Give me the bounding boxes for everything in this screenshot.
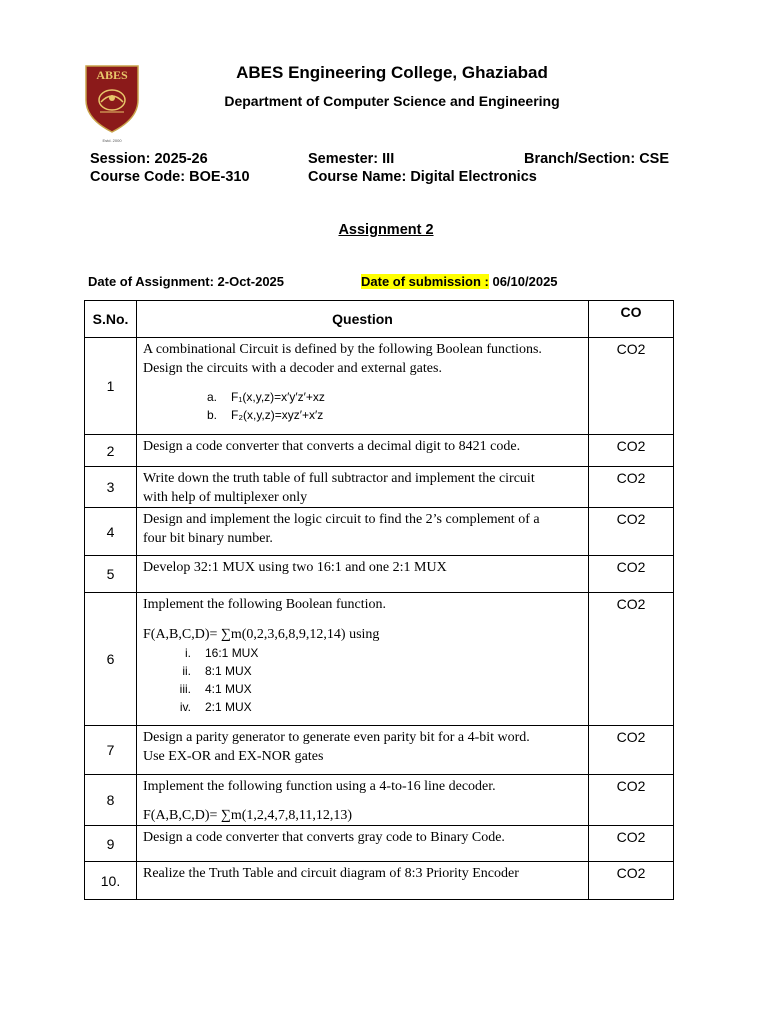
row-sno: 7 [85, 726, 137, 775]
question-line: Design a parity generator to generate even parity bit for a 4-bit word. [143, 730, 530, 745]
question-line: Realize the Truth Table and circuit diagram of 8:3 Priority Encoder [143, 866, 519, 881]
submission-value: 06/10/2025 [488, 274, 558, 289]
question-line: four bit binary number. [143, 531, 273, 546]
logo-text: ABES [96, 68, 128, 82]
header-question: Question [137, 301, 589, 338]
table-row [85, 775, 674, 826]
table-row [85, 826, 674, 862]
assignment-title-wrap [0, 222, 768, 238]
sub-marker: ii. [182, 664, 191, 678]
question-line: Write down the truth table of full subtractor and implement the circuit [143, 471, 535, 486]
question-line: Design and implement the logic circuit to find the 2’s complement of a [143, 512, 540, 527]
row-question [137, 826, 589, 862]
sub-marker: i. [185, 646, 191, 660]
branch-section: Branch/Section: CSE [524, 151, 670, 167]
sub-text: F₁(x,y,z)=x′y′z′+xz [231, 390, 325, 404]
question-line: Use EX-OR and EX-NOR gates [143, 749, 324, 764]
row-sno: 1 [85, 338, 137, 435]
date-of-assignment: Date of Assignment: 2-Oct-2025 [88, 274, 285, 289]
assignment-title: Assignment 2 [338, 222, 434, 238]
department-name: Department of Computer Science and Engineering [224, 93, 560, 109]
header-sno: S.No. [85, 301, 137, 338]
sub-marker: b. [206, 408, 217, 422]
table-row [85, 593, 674, 726]
table-header-row [85, 301, 674, 338]
row-sno: 5 [85, 556, 137, 593]
sub-text: F₂(x,y,z)=xyz′+x′z [231, 408, 324, 422]
sub-list [169, 644, 582, 716]
sub-list-item [195, 406, 582, 424]
course-code: Course Code: BOE-310 [90, 169, 250, 185]
row-co: CO2 [589, 435, 674, 467]
date-of-submission [361, 274, 558, 289]
row-question [137, 508, 589, 556]
course-name: Course Name: Digital Electronics [308, 169, 537, 185]
row-sno: 8 [85, 775, 137, 826]
header-co: CO [589, 301, 674, 338]
submission-label: Date of submission : [361, 274, 489, 289]
question-line: with help of multiplexer only [143, 490, 308, 505]
row-sno: 4 [85, 508, 137, 556]
sub-text: 4:1 MUX [205, 682, 252, 696]
row-co: CO2 [589, 508, 674, 556]
sub-list-item [169, 680, 582, 698]
question-line: Design the circuits with a decoder and external gates. [143, 361, 442, 376]
sub-list-item [169, 662, 582, 680]
sub-marker: iii. [179, 682, 191, 696]
row-co: CO2 [589, 726, 674, 775]
row-co: CO2 [589, 338, 674, 435]
table-row [85, 338, 674, 435]
question-line: F(A,B,C,D)= ∑m(1,2,4,7,8,11,12,13) [143, 808, 353, 823]
table-row [85, 467, 674, 508]
row-question [137, 726, 589, 775]
sub-text: 16:1 MUX [205, 646, 259, 660]
sub-text: 8:1 MUX [205, 664, 252, 678]
row-question [137, 593, 589, 726]
row-sno: 6 [85, 593, 137, 726]
row-sno: 2 [85, 435, 137, 467]
question-line: A combinational Circuit is defined by the following Boolean functions. [143, 342, 542, 357]
row-co: CO2 [589, 467, 674, 508]
sub-list [195, 388, 582, 424]
row-question [137, 775, 589, 826]
college-name: ABES Engineering College, Ghaziabad [236, 63, 548, 82]
question-line: Implement the following Boolean function. [143, 597, 387, 612]
question-line: F(A,B,C,D)= ∑m(0,2,3,6,8,9,12,14) using [143, 627, 380, 642]
table-row [85, 435, 674, 467]
table-row [85, 508, 674, 556]
question-line: Implement the following function using a 4-to-16 line decoder. [143, 779, 496, 794]
row-question [137, 338, 589, 435]
sub-text: 2:1 MUX [205, 700, 252, 714]
questions-table [84, 300, 674, 900]
semester: Semester: III [308, 151, 395, 167]
row-question [137, 862, 589, 900]
row-question [137, 556, 589, 593]
row-co: CO2 [589, 556, 674, 593]
row-question [137, 435, 589, 467]
table-row [85, 726, 674, 775]
sub-marker: a. [206, 390, 217, 404]
row-co: CO2 [589, 862, 674, 900]
sub-list-item [169, 644, 582, 662]
row-sno: 10. [85, 862, 137, 900]
session: Session: 2025-26 [90, 151, 208, 167]
row-co: CO2 [589, 775, 674, 826]
sub-list-item [169, 698, 582, 716]
question-line: Develop 32:1 MUX using two 16:1 and one 2:1 MUX [143, 560, 447, 575]
question-line: Design a code converter that converts gray code to Binary Code. [143, 830, 505, 845]
table-row [85, 862, 674, 900]
row-co: CO2 [589, 826, 674, 862]
row-sno: 9 [85, 826, 137, 862]
logo-sub: Estd. 2000 [102, 138, 122, 143]
sub-list-item [195, 388, 582, 406]
sub-marker: iv. [179, 700, 191, 714]
row-sno: 3 [85, 467, 137, 508]
table-row [85, 556, 674, 593]
question-line: Design a code converter that converts a decimal digit to 8421 code. [143, 439, 521, 454]
row-question [137, 467, 589, 508]
row-co: CO2 [589, 593, 674, 726]
